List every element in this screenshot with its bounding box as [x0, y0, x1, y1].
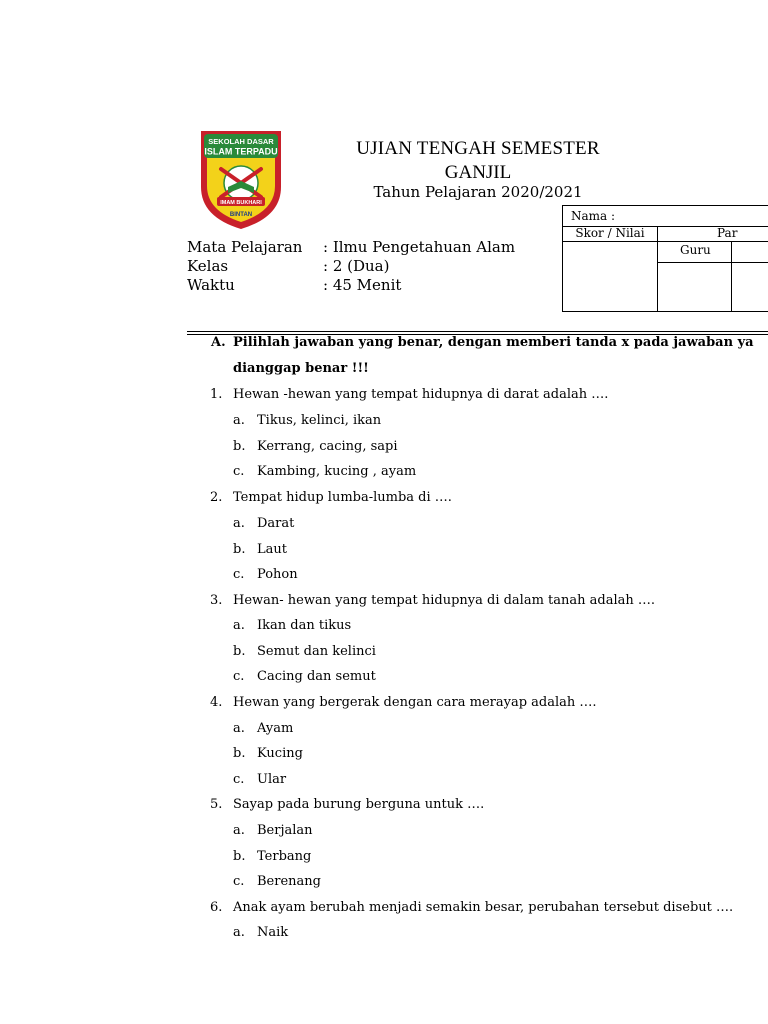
- option-text[interactable]: Tikus, kelinci, ikan: [257, 413, 382, 428]
- option-letter[interactable]: b.: [233, 849, 246, 864]
- option-text[interactable]: Cacing dan semut: [257, 669, 376, 684]
- option-letter[interactable]: c.: [233, 669, 245, 684]
- option-letter[interactable]: b.: [233, 439, 246, 454]
- guru-label: Guru: [680, 243, 711, 257]
- school-logo: [195, 125, 287, 233]
- academic-year: Tahun Pelajaran 2020/2021: [373, 183, 583, 201]
- option-letter[interactable]: c.: [233, 464, 245, 479]
- question-number: 6.: [210, 900, 223, 915]
- option-text[interactable]: Kambing, kucing , ayam: [257, 464, 417, 479]
- guru-row: [658, 241, 768, 263]
- section-instruction: Pilihlah jawaban yang benar, dengan memberi tanda x pada jawaban ya: [233, 335, 754, 350]
- logo-ribbon-text: IMAM BUKHARI: [220, 200, 262, 206]
- option-text[interactable]: Berjalan: [257, 823, 313, 838]
- option-letter[interactable]: a.: [233, 516, 245, 531]
- question-text: Hewan- hewan yang tempat hidupnya di dalam tanah adalah ….: [233, 593, 656, 608]
- info-row-subject: [187, 238, 515, 257]
- option-text[interactable]: Semut dan kelinci: [257, 644, 376, 659]
- option-text[interactable]: Kucing: [257, 746, 303, 761]
- option-letter[interactable]: a.: [233, 618, 245, 633]
- question-number: 3.: [210, 593, 223, 608]
- question-number: 4.: [210, 695, 223, 710]
- school-crest-icon: [195, 125, 287, 233]
- question-text: Hewan yang bergerak dengan cara merayap adalah ….: [233, 695, 597, 710]
- question-number: 5.: [210, 797, 223, 812]
- paraf-label: Par: [717, 226, 738, 240]
- score-header-row: [563, 227, 768, 242]
- option-text[interactable]: Naik: [257, 925, 289, 940]
- info-row-class: [187, 257, 515, 276]
- option-text[interactable]: Kerrang, cacing, sapi: [257, 439, 398, 454]
- info-key: Waktu: [187, 276, 235, 294]
- info-key: Kelas: [187, 257, 229, 275]
- score-box: [562, 205, 768, 312]
- logo-top-text: SEKOLAH DASAR: [208, 137, 274, 146]
- option-letter[interactable]: a.: [233, 925, 245, 940]
- info-key: Mata Pelajaran: [187, 238, 303, 256]
- option-text[interactable]: Berenang: [257, 874, 321, 889]
- question-text: Tempat hidup lumba-lumba di ….: [233, 490, 452, 505]
- header-divider: [187, 331, 768, 332]
- question-text: Hewan -hewan yang tempat hidupnya di darat adalah ….: [233, 387, 609, 402]
- section-marker: A.: [211, 335, 226, 350]
- score-label: Skor / Nilai: [563, 227, 658, 241]
- option-text[interactable]: Ular: [257, 772, 287, 787]
- option-letter[interactable]: c.: [233, 567, 245, 582]
- option-text[interactable]: Ikan dan tikus: [257, 618, 352, 633]
- info-value: : 45 Menit: [323, 276, 402, 294]
- question-text: Anak ayam berubah menjadi semakin besar, perubahan tersebut disebut ….: [233, 900, 734, 915]
- info-value: : Ilmu Pengetahuan Alam: [323, 238, 516, 256]
- question-number: 2.: [210, 490, 223, 505]
- option-letter[interactable]: b.: [233, 746, 246, 761]
- option-text[interactable]: Pohon: [257, 567, 298, 582]
- option-letter[interactable]: c.: [233, 874, 245, 889]
- option-letter[interactable]: a.: [233, 413, 245, 428]
- option-letter[interactable]: a.: [233, 823, 245, 838]
- option-text[interactable]: Darat: [257, 516, 295, 531]
- option-text[interactable]: Terbang: [257, 849, 312, 864]
- section-instruction-cont: dianggap benar !!!: [233, 361, 369, 376]
- option-letter[interactable]: b.: [233, 542, 246, 557]
- subject-info: [187, 238, 515, 295]
- question-text: Sayap pada burung berguna untuk ….: [233, 797, 485, 812]
- logo-bottom-text: BINTAN: [229, 212, 253, 218]
- option-letter[interactable]: a.: [233, 721, 245, 736]
- info-row-time: [187, 276, 515, 295]
- exam-title: UJIAN TENGAH SEMESTER: [356, 138, 600, 159]
- score-box-divider: [731, 241, 732, 311]
- option-letter[interactable]: b.: [233, 644, 246, 659]
- option-text[interactable]: Ayam: [257, 721, 294, 736]
- logo-main-text: ISLAM TERPADU: [204, 146, 278, 157]
- exam-semester: GANJIL: [444, 162, 512, 183]
- name-field-label[interactable]: Nama :: [563, 206, 768, 227]
- option-letter[interactable]: c.: [233, 772, 245, 787]
- info-value: : 2 (Dua): [323, 257, 390, 275]
- option-text[interactable]: Laut: [257, 542, 287, 557]
- question-number: 1.: [210, 387, 223, 402]
